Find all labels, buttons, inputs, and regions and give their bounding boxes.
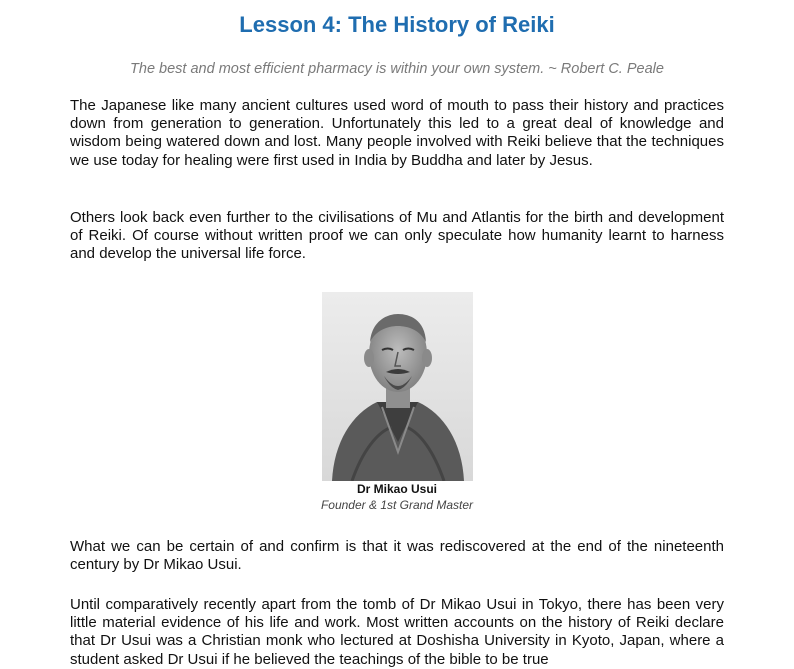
portrait-photo xyxy=(322,292,473,481)
body-paragraph: The Japanese like many ancient cultures used word of mouth to pass their history and practices down from generation to generation. Unfortunately this led to a great deal of knowledge and wisdom being watered down and lost. Many people involved with Reiki believe that the techniques we use today for healing were first used in India by Buddha and later by Jesus. xyxy=(70,97,724,169)
photo-caption-role: Founder & 1st Grand Master xyxy=(320,498,474,512)
epigraph-quote: The best and most efficient pharmacy is within your own system. ~ Robert C. Peale xyxy=(130,61,664,77)
body-paragraph: What we can be certain of and confirm is that it was rediscovered at the end of the nineteenth century by Dr Mikao Usui. xyxy=(70,538,724,574)
lesson-title: Lesson 4: The History of Reiki xyxy=(239,12,555,37)
body-paragraph: Others look back even further to the civilisations of Mu and Atlantis for the birth and development of Reiki. Of course without written proof we can only speculate how humanity learnt to harness and develop the universal life force. xyxy=(70,209,724,263)
body-paragraph: Until comparatively recently apart from the tomb of Dr Mikao Usui in Tokyo, there has been very little material evidence of his life and work. Most written accounts on the history of Reiki declare that Dr Usui was a Christian monk who lectured at Doshisha University in Kyoto, Japan, where a student asked Dr Usui if he believed the teachings of the bible to be true xyxy=(70,596,724,668)
photo-caption-name: Dr Mikao Usui xyxy=(356,482,437,496)
